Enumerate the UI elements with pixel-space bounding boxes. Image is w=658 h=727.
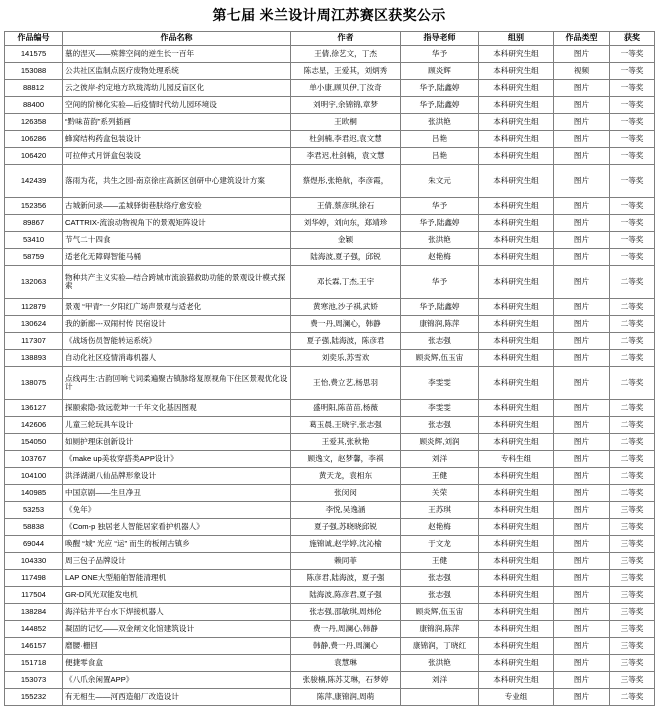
cell-work-title: 周三包子品牌设计 xyxy=(63,553,291,570)
cell-id: 88400 xyxy=(5,97,63,114)
cell-teacher: 赵艳梅 xyxy=(401,519,479,536)
cell-type: 图片 xyxy=(554,198,610,215)
page-title: 第七届 米兰设计周江苏赛区获奖公示 xyxy=(212,7,446,23)
cell-group: 本科研究生组 xyxy=(479,434,554,451)
cell-author: 黄天龙，袁相东 xyxy=(291,468,401,485)
cell-work-title: 古城新问录——孟城驿街巷肤络疗愈安验 xyxy=(63,198,291,215)
cell-work-title: 便捷零食盒 xyxy=(63,655,291,672)
cell-group: 本科研究生组 xyxy=(479,114,554,131)
cell-group: 本科研究生组 xyxy=(479,97,554,114)
cell-id: 106420 xyxy=(5,148,63,165)
cell-group: 专业组 xyxy=(479,689,554,706)
cell-type: 图片 xyxy=(554,46,610,63)
cell-work-title: 墓的涅灭——殡葬空间的逆生长一百年 xyxy=(63,46,291,63)
header-author: 作者 xyxy=(291,32,401,46)
cell-teacher: 张志强 xyxy=(401,333,479,350)
cell-type: 图片 xyxy=(554,536,610,553)
cell-author: 王倩,徐艺文，丁杰 xyxy=(291,46,401,63)
table-row xyxy=(5,97,655,114)
cell-type: 图片 xyxy=(554,114,610,131)
cell-type: 图片 xyxy=(554,165,610,198)
table-row xyxy=(5,80,655,97)
cell-teacher: 吕艳 xyxy=(401,131,479,148)
cell-award: 二等奖 xyxy=(610,485,655,502)
cell-award: 二等奖 xyxy=(610,367,655,400)
cell-author: 李君迟,杜剑楠，袁文慧 xyxy=(291,148,401,165)
cell-type: 图片 xyxy=(554,434,610,451)
cell-author: 刘华婷，刘向东，郑靖珍 xyxy=(291,215,401,232)
table-row xyxy=(5,621,655,638)
cell-group: 本科研究生组 xyxy=(479,638,554,655)
cell-author: 陈志星，王爱其，刘炳秀 xyxy=(291,63,401,80)
cell-author: 顾逸文，赵梦馨，李祺 xyxy=(291,451,401,468)
table-row xyxy=(5,655,655,672)
table-row xyxy=(5,131,655,148)
cell-type: 图片 xyxy=(554,689,610,706)
cell-teacher: 华予 xyxy=(401,198,479,215)
cell-id: 141575 xyxy=(5,46,63,63)
cell-author: 张闵闵 xyxy=(291,485,401,502)
cell-award: 三等奖 xyxy=(610,587,655,604)
cell-award: 三等奖 xyxy=(610,672,655,689)
table-row xyxy=(5,417,655,434)
cell-type: 图片 xyxy=(554,570,610,587)
cell-author: 单小康,顾贝伊,丁汝奇 xyxy=(291,80,401,97)
table-header-row xyxy=(5,32,655,46)
cell-work-title: 云之彼岸-约定地方玖珑湾幼儿园反盲区化 xyxy=(63,80,291,97)
cell-author: 陈萍,康锦润,周萌 xyxy=(291,689,401,706)
cell-group: 本科研究生组 xyxy=(479,316,554,333)
cell-author: 刘明宇,余锦锦,章梦 xyxy=(291,97,401,114)
cell-work-title: 磨腰·栅回 xyxy=(63,638,291,655)
cell-type: 图片 xyxy=(554,638,610,655)
cell-work-title: 我的新廊---双闹村传 民宿设计 xyxy=(63,316,291,333)
cell-work-title: 有无相生——河西造船厂改造设计 xyxy=(63,689,291,706)
cell-group: 本科研究生组 xyxy=(479,417,554,434)
cell-teacher: 关荣 xyxy=(401,485,479,502)
cell-award: 二等奖 xyxy=(610,266,655,299)
table-row xyxy=(5,299,655,316)
cell-award: 一等奖 xyxy=(610,249,655,266)
cell-teacher: 刘洋 xyxy=(401,451,479,468)
cell-id: 142439 xyxy=(5,165,63,198)
cell-type: 图片 xyxy=(554,215,610,232)
cell-award: 一等奖 xyxy=(610,165,655,198)
cell-teacher: 顾炎辉,伍玉宙 xyxy=(401,350,479,367)
cell-award: 一等奖 xyxy=(610,131,655,148)
table-row xyxy=(5,570,655,587)
cell-work-title: 海洋钻井平台水下焊接机器人 xyxy=(63,604,291,621)
cell-group: 本科研究生组 xyxy=(479,604,554,621)
cell-type: 图片 xyxy=(554,148,610,165)
table-row xyxy=(5,46,655,63)
cell-award: 三等奖 xyxy=(610,553,655,570)
cell-work-title: GR-D风光双能发电机 xyxy=(63,587,291,604)
cell-group: 本科研究生组 xyxy=(479,46,554,63)
header-id: 作品编号 xyxy=(5,32,63,46)
cell-author: 张志强,邵敏琪,周炜伦 xyxy=(291,604,401,621)
table-row xyxy=(5,519,655,536)
cell-group: 本科研究生组 xyxy=(479,165,554,198)
cell-id: 155232 xyxy=(5,689,63,706)
cell-teacher: 华予,陆鑫婷 xyxy=(401,299,479,316)
cell-type: 图片 xyxy=(554,604,610,621)
table-row xyxy=(5,367,655,400)
cell-type: 图片 xyxy=(554,266,610,299)
cell-author: 陆海波,夏子强，邱锐 xyxy=(291,249,401,266)
cell-group: 本科研究生组 xyxy=(479,587,554,604)
cell-teacher: 刘洋 xyxy=(401,672,479,689)
cell-work-title: 点线再生:古韵回响弋词柔遍聚古镇脉络复原视角下住区景观优化设计 xyxy=(63,367,291,400)
table-row xyxy=(5,502,655,519)
cell-author: 王倩,蔡彦琪,徐石 xyxy=(291,198,401,215)
cell-author: 金颖 xyxy=(291,232,401,249)
cell-award: 二等奖 xyxy=(610,299,655,316)
cell-id: 117307 xyxy=(5,333,63,350)
cell-group: 本科研究生组 xyxy=(479,502,554,519)
cell-award: 三等奖 xyxy=(610,570,655,587)
cell-author: 杜剑楠,李君迟,袁文慧 xyxy=(291,131,401,148)
cell-type: 图片 xyxy=(554,519,610,536)
cell-id: 53253 xyxy=(5,502,63,519)
cell-author: 王欧桐 xyxy=(291,114,401,131)
cell-teacher: 康锦润,陈萍 xyxy=(401,316,479,333)
cell-work-title: 《Com-p 独居老人智能居家看护机器人》 xyxy=(63,519,291,536)
cell-work-title: 物种共产主义实验—结合跨城市流浪猫救助功能的景观设计模式探索 xyxy=(63,266,291,299)
cell-author: 王怡,费立艺,杨思羽 xyxy=(291,367,401,400)
cell-id: 146157 xyxy=(5,638,63,655)
cell-author: 张骏楠,陈苏艾琳，石梦婷 xyxy=(291,672,401,689)
cell-teacher: 康锦润，丁晓红 xyxy=(401,638,479,655)
table-row xyxy=(5,638,655,655)
table-row xyxy=(5,333,655,350)
cell-type: 图片 xyxy=(554,553,610,570)
cell-id: 140985 xyxy=(5,485,63,502)
cell-author: 盛明阳,陈苗苗,杨薇 xyxy=(291,400,401,417)
cell-work-title: 落雨为花，共生之园-南京徐庄高新区创研中心建筑设计方案 xyxy=(63,165,291,198)
cell-id: 153088 xyxy=(5,63,63,80)
cell-award: 二等奖 xyxy=(610,417,655,434)
cell-author: 李悦,吴逸涵 xyxy=(291,502,401,519)
cell-teacher: 李雯雯 xyxy=(401,367,479,400)
cell-id: 88812 xyxy=(5,80,63,97)
cell-work-title: “黔味苗韵”系列插画 xyxy=(63,114,291,131)
cell-award: 一等奖 xyxy=(610,215,655,232)
cell-teacher: 张洪艳 xyxy=(401,114,479,131)
cell-id: 144852 xyxy=(5,621,63,638)
cell-group: 本科研究生组 xyxy=(479,519,554,536)
cell-teacher: 赵艳梅 xyxy=(401,249,479,266)
header-teacher: 指导老师 xyxy=(401,32,479,46)
cell-id: 58838 xyxy=(5,519,63,536)
cell-group: 专科生组 xyxy=(479,451,554,468)
cell-teacher: 王健 xyxy=(401,553,479,570)
cell-award: 一等奖 xyxy=(610,148,655,165)
header-work: 作品名称 xyxy=(63,32,291,46)
cell-work-title: 公共社区监制点医疗废物处理系统 xyxy=(63,63,291,80)
table-row xyxy=(5,215,655,232)
cell-id: 117498 xyxy=(5,570,63,587)
cell-award: 三等奖 xyxy=(610,621,655,638)
cell-teacher: 吕艳 xyxy=(401,148,479,165)
cell-id: 117504 xyxy=(5,587,63,604)
cell-teacher: 顾炎辉,伍玉宙 xyxy=(401,604,479,621)
cell-type: 图片 xyxy=(554,417,610,434)
header-type: 作品类型 xyxy=(554,32,610,46)
cell-work-title: 《八爪余闲置APP》 xyxy=(63,672,291,689)
cell-author: 赖同菲 xyxy=(291,553,401,570)
cell-type: 图片 xyxy=(554,485,610,502)
cell-award: 三等奖 xyxy=(610,655,655,672)
cell-work-title: 空间的阶梯化实验—后疫情时代幼儿园环境设 xyxy=(63,97,291,114)
cell-work-title: 自动化社区疫情消毒机器人 xyxy=(63,350,291,367)
cell-award: 二等奖 xyxy=(610,451,655,468)
cell-id: 154050 xyxy=(5,434,63,451)
cell-type: 图片 xyxy=(554,672,610,689)
cell-author: 葛玉晨,王晓宇,张志强 xyxy=(291,417,401,434)
cell-teacher: 王苏琪 xyxy=(401,502,479,519)
cell-group: 本科研究生组 xyxy=(479,232,554,249)
cell-teacher: 张洪艳 xyxy=(401,655,479,672)
cell-group: 本科研究生组 xyxy=(479,148,554,165)
table-row xyxy=(5,451,655,468)
table-row xyxy=(5,232,655,249)
cell-group: 本科研究生组 xyxy=(479,621,554,638)
cell-teacher: 李雯雯 xyxy=(401,400,479,417)
cell-group: 本科研究生组 xyxy=(479,468,554,485)
cell-work-title: 《免年》 xyxy=(63,502,291,519)
cell-type: 图片 xyxy=(554,316,610,333)
cell-work-title: 《战场伤员智能转运系统》 xyxy=(63,333,291,350)
cell-teacher: 华予,陆鑫婷 xyxy=(401,97,479,114)
cell-id: 89867 xyxy=(5,215,63,232)
cell-work-title: 可拉伸式月饼盒包装设 xyxy=(63,148,291,165)
cell-type: 图片 xyxy=(554,249,610,266)
cell-teacher: 华予 xyxy=(401,266,479,299)
cell-type: 图片 xyxy=(554,80,610,97)
table-row xyxy=(5,114,655,131)
cell-id: 136127 xyxy=(5,400,63,417)
cell-id: 104100 xyxy=(5,468,63,485)
cell-author: 袁慧琳 xyxy=(291,655,401,672)
cell-group: 本科研究生组 xyxy=(479,266,554,299)
cell-group: 本科研究生组 xyxy=(479,485,554,502)
cell-id: 106286 xyxy=(5,131,63,148)
cell-id: 138075 xyxy=(5,367,63,400)
cell-work-title: 唤醒 “城” 光应 “运” 而生的板闸古镇乡 xyxy=(63,536,291,553)
cell-type: 图片 xyxy=(554,468,610,485)
cell-id: 152356 xyxy=(5,198,63,215)
table-row xyxy=(5,536,655,553)
cell-group: 本科研究生组 xyxy=(479,249,554,266)
cell-teacher: 王健 xyxy=(401,468,479,485)
cell-id: 104330 xyxy=(5,553,63,570)
cell-id: 69044 xyxy=(5,536,63,553)
cell-author: 陈彦君,陆海波，夏子强 xyxy=(291,570,401,587)
table-row xyxy=(5,316,655,333)
cell-work-title: 《make up美妆穿搭类APP设计》 xyxy=(63,451,291,468)
cell-teacher: 华予,陆鑫婷 xyxy=(401,80,479,97)
cell-id: 138284 xyxy=(5,604,63,621)
cell-work-title: 如厕护理床创新设计 xyxy=(63,434,291,451)
cell-work-title: 景观 “甲青”一夕阳红广场声景观与适老化 xyxy=(63,299,291,316)
cell-author: 陆海波,陈彦君,夏子强 xyxy=(291,587,401,604)
table-row xyxy=(5,266,655,299)
cell-type: 图片 xyxy=(554,587,610,604)
cell-award: 二等奖 xyxy=(610,689,655,706)
cell-group: 本科研究生组 xyxy=(479,350,554,367)
cell-award: 一等奖 xyxy=(610,198,655,215)
cell-author: 夏子强,陆海波，陈彦君 xyxy=(291,333,401,350)
cell-type: 视频 xyxy=(554,63,610,80)
cell-work-title: 适老化无障碍智能马桶 xyxy=(63,249,291,266)
cell-author: 费一丹,周澜心，韩静 xyxy=(291,316,401,333)
cell-id: 153073 xyxy=(5,672,63,689)
cell-type: 图片 xyxy=(554,299,610,316)
cell-teacher: 张志强 xyxy=(401,417,479,434)
cell-type: 图片 xyxy=(554,655,610,672)
cell-work-title: 探颐索隐-致远乾坤一千年文化基因图观 xyxy=(63,400,291,417)
cell-author: 韩静,费一丹,周澜心 xyxy=(291,638,401,655)
cell-work-title: 凝固的记忆——双金闸文化馆建筑设计 xyxy=(63,621,291,638)
cell-author: 施锦诚,赵学婷,沈沁榆 xyxy=(291,536,401,553)
cell-id: 151718 xyxy=(5,655,63,672)
cell-type: 图片 xyxy=(554,97,610,114)
cell-type: 图片 xyxy=(554,451,610,468)
cell-group: 本科研究生组 xyxy=(479,655,554,672)
cell-award: 三等奖 xyxy=(610,519,655,536)
cell-teacher: 张洪艳 xyxy=(401,232,479,249)
cell-work-title: 蜂窝结构药盒包装设计 xyxy=(63,131,291,148)
table-row xyxy=(5,468,655,485)
cell-award: 二等奖 xyxy=(610,434,655,451)
cell-award: 二等奖 xyxy=(610,400,655,417)
cell-work-title: 洪泽湖湖八仙品牌形象设计 xyxy=(63,468,291,485)
header-award: 获奖 xyxy=(610,32,655,46)
cell-id: 126358 xyxy=(5,114,63,131)
cell-teacher: 顾炎辉,刘润 xyxy=(401,434,479,451)
header-group: 组别 xyxy=(479,32,554,46)
cell-teacher: 康锦润,陈萍 xyxy=(401,621,479,638)
cell-id: 130624 xyxy=(5,316,63,333)
cell-work-title: 节气二十四食 xyxy=(63,232,291,249)
cell-teacher: 张志强 xyxy=(401,570,479,587)
table-row xyxy=(5,672,655,689)
cell-id: 138893 xyxy=(5,350,63,367)
cell-work-title: CATTRIX-流浪动物视角下的景观矩阵设计 xyxy=(63,215,291,232)
cell-award: 二等奖 xyxy=(610,350,655,367)
table-row xyxy=(5,350,655,367)
cell-award: 一等奖 xyxy=(610,46,655,63)
cell-teacher: 于文龙 xyxy=(401,536,479,553)
cell-work-title: 儿童三轮玩具车设计 xyxy=(63,417,291,434)
cell-award: 三等奖 xyxy=(610,536,655,553)
cell-group: 本科研究生组 xyxy=(479,80,554,97)
cell-author: 王爱其,张秋艳 xyxy=(291,434,401,451)
cell-award: 一等奖 xyxy=(610,232,655,249)
cell-author: 邓长霖,丁杰,王宇 xyxy=(291,266,401,299)
cell-teacher: 朱文元 xyxy=(401,165,479,198)
cell-group: 本科研究生组 xyxy=(479,63,554,80)
cell-type: 图片 xyxy=(554,621,610,638)
cell-group: 本科研究生组 xyxy=(479,299,554,316)
table-row xyxy=(5,198,655,215)
cell-id: 112879 xyxy=(5,299,63,316)
cell-group: 本科研究生组 xyxy=(479,215,554,232)
cell-award: 一等奖 xyxy=(610,97,655,114)
cell-author: 蔡煜彤,张艳航，李彦霞， xyxy=(291,165,401,198)
cell-group: 本科研究生组 xyxy=(479,672,554,689)
cell-work-title: 中国京剧——生旦净丑 xyxy=(63,485,291,502)
cell-teacher: 华予,陆鑫婷 xyxy=(401,215,479,232)
cell-id: 53410 xyxy=(5,232,63,249)
table-row xyxy=(5,400,655,417)
cell-type: 图片 xyxy=(554,367,610,400)
cell-award: 一等奖 xyxy=(610,114,655,131)
table-row xyxy=(5,148,655,165)
table-row xyxy=(5,485,655,502)
cell-award: 三等奖 xyxy=(610,638,655,655)
cell-teacher xyxy=(401,689,479,706)
table-row xyxy=(5,165,655,198)
cell-teacher: 张志强 xyxy=(401,587,479,604)
table-row xyxy=(5,604,655,621)
cell-award: 二等奖 xyxy=(610,333,655,350)
cell-teacher: 华予 xyxy=(401,46,479,63)
cell-type: 图片 xyxy=(554,502,610,519)
cell-group: 本科研究生组 xyxy=(479,400,554,417)
table-row xyxy=(5,587,655,604)
cell-id: 132063 xyxy=(5,266,63,299)
table-row xyxy=(5,63,655,80)
cell-group: 本科研究生组 xyxy=(479,553,554,570)
table-row xyxy=(5,249,655,266)
cell-author: 夏子强,苏晓晓邱锐 xyxy=(291,519,401,536)
cell-group: 本科研究生组 xyxy=(479,198,554,215)
cell-type: 图片 xyxy=(554,333,610,350)
cell-award: 一等奖 xyxy=(610,80,655,97)
cell-id: 58759 xyxy=(5,249,63,266)
cell-author: 费一丹,周澜心,韩静 xyxy=(291,621,401,638)
awards-table xyxy=(4,31,655,706)
cell-work-title: LAP ONE大型船舶智能清理机 xyxy=(63,570,291,587)
cell-id: 142606 xyxy=(5,417,63,434)
cell-teacher: 顾炎辉 xyxy=(401,63,479,80)
cell-author: 刘奕乐,苏雪欢 xyxy=(291,350,401,367)
cell-group: 本科研究生组 xyxy=(479,536,554,553)
cell-award: 二等奖 xyxy=(610,316,655,333)
cell-type: 图片 xyxy=(554,350,610,367)
cell-group: 本科研究生组 xyxy=(479,367,554,400)
cell-type: 图片 xyxy=(554,131,610,148)
cell-group: 本科研究生组 xyxy=(479,570,554,587)
table-row xyxy=(5,553,655,570)
cell-group: 本科研究生组 xyxy=(479,333,554,350)
cell-author: 黄寒池,沙子祺,武娇 xyxy=(291,299,401,316)
cell-award: 一等奖 xyxy=(610,63,655,80)
cell-award: 二等奖 xyxy=(610,468,655,485)
cell-award: 三等奖 xyxy=(610,604,655,621)
cell-group: 本科研究生组 xyxy=(479,131,554,148)
cell-type: 图片 xyxy=(554,400,610,417)
cell-award: 三等奖 xyxy=(610,502,655,519)
table-row xyxy=(5,689,655,706)
table-row xyxy=(5,434,655,451)
cell-type: 图片 xyxy=(554,232,610,249)
cell-id: 103767 xyxy=(5,451,63,468)
